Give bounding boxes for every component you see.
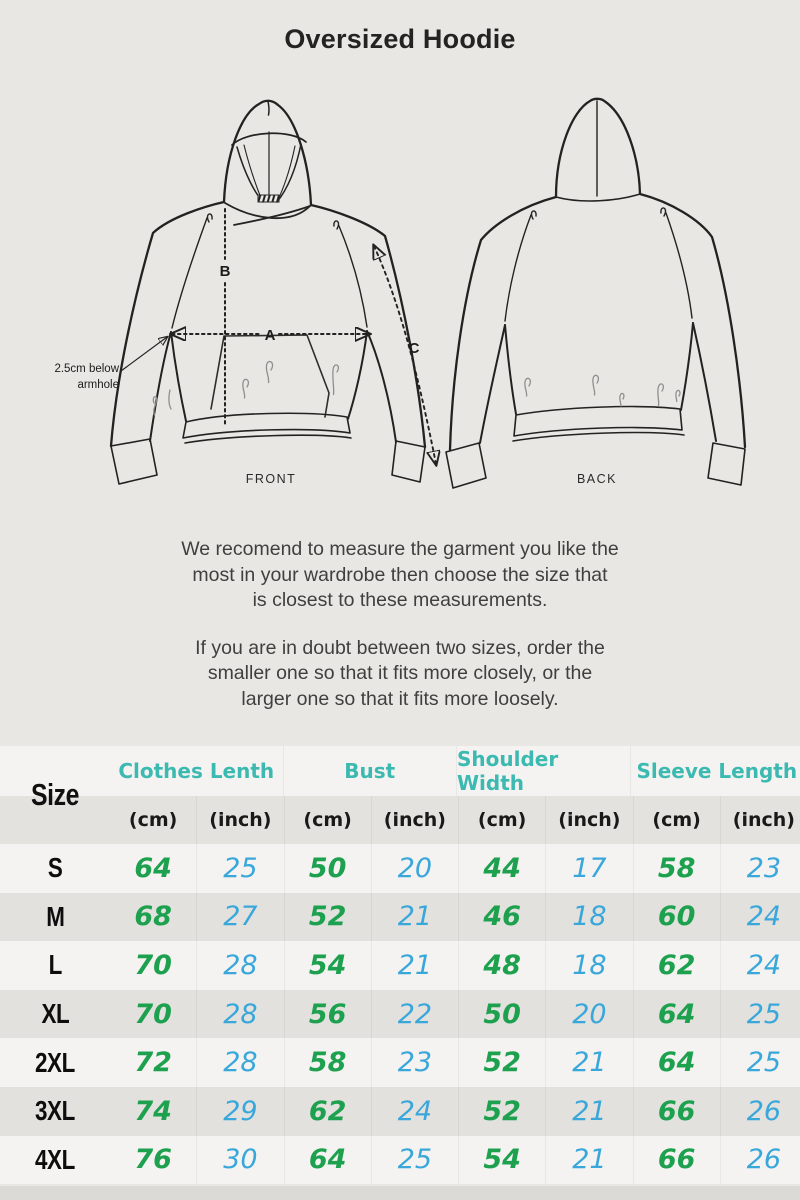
size-value-cell: 22 — [372, 990, 459, 1039]
group-header-sleeve-length: Sleeve Length — [636, 759, 798, 783]
size-label: S — [47, 852, 63, 884]
table-row-2xl — [0, 1038, 800, 1087]
size-value-cell: 54 — [459, 1136, 546, 1185]
size-value-cell: 24 — [746, 949, 782, 981]
unit-header-row — [0, 796, 800, 844]
note-line: most in your wardrobe then choose the size that — [192, 563, 608, 586]
size-value-cell: 30 — [197, 1136, 284, 1185]
size-label: L — [48, 949, 62, 981]
size-value-cell: 50 — [285, 844, 372, 893]
size-value-cell: 54 — [285, 941, 372, 990]
size-value-cell: 70 — [110, 990, 197, 1039]
size-value-cell: 52 — [285, 893, 372, 942]
size-value-cell: 24 — [746, 901, 782, 933]
measure-label-b: B — [219, 263, 231, 280]
size-value-cell: 25 — [746, 1047, 782, 1079]
unit-header: (cm) — [459, 796, 546, 844]
size-value-cell: 62 — [285, 1087, 372, 1136]
size-value-cell: 52 — [459, 1087, 546, 1136]
size-value-cell: 18 — [546, 941, 633, 990]
size-value-cell: 62 — [634, 941, 721, 990]
size-value-cell: 28 — [197, 990, 284, 1039]
size-value-cell: 25 — [746, 998, 782, 1030]
measure-line-c — [374, 246, 436, 464]
size-value-cell: 48 — [459, 941, 546, 990]
size-value-cell: 64 — [110, 844, 197, 893]
armhole-note-line1: 2.5cm below — [54, 363, 119, 375]
armhole-note-line2: armhole — [77, 379, 119, 391]
size-value-cell: 64 — [634, 1038, 721, 1087]
size-value-cell: 44 — [459, 844, 546, 893]
table-row-s — [0, 844, 800, 893]
size-value-cell: 26 — [746, 1095, 782, 1127]
unit-header: (inch) — [546, 796, 633, 844]
unit-header: (cm) — [634, 796, 721, 844]
size-value-cell: 56 — [285, 990, 372, 1039]
note-line: smaller one so that it fits more closely, or the — [207, 662, 593, 684]
armhole-leader-line — [121, 337, 167, 371]
size-value-cell: 29 — [197, 1087, 284, 1136]
size-value-cell: 21 — [372, 893, 459, 942]
size-value-cell: 50 — [459, 990, 546, 1039]
size-value-cell: 68 — [110, 893, 197, 942]
note-paragraph-2 — [0, 636, 800, 713]
size-value-cell: 21 — [372, 941, 459, 990]
table-row-3xl — [0, 1087, 800, 1136]
group-header-row — [0, 746, 800, 796]
size-value-cell: 74 — [110, 1087, 197, 1136]
front-view-caption: FRONT — [245, 472, 297, 486]
note-paragraph-1 — [0, 537, 800, 614]
bottom-divider — [0, 1186, 800, 1200]
table-row-l — [0, 941, 800, 990]
size-label: 4XL — [35, 1143, 75, 1175]
size-value-cell: 23 — [746, 852, 782, 884]
size-label: 3XL — [35, 1095, 75, 1127]
sizing-notes — [0, 537, 800, 712]
note-line: larger one so that it fits more loosely. — [241, 687, 559, 710]
size-value-cell: 60 — [634, 893, 721, 942]
unit-header: (inch) — [732, 809, 795, 831]
size-value-cell: 25 — [372, 1136, 459, 1185]
front-hoodie-drawing — [111, 101, 425, 484]
group-header-bust: Bust — [284, 746, 458, 796]
table-row-4xl — [0, 1136, 800, 1185]
size-value-cell: 27 — [197, 893, 284, 942]
size-value-cell: 58 — [285, 1038, 372, 1087]
unit-header: (cm) — [285, 796, 372, 844]
size-value-cell: 18 — [546, 893, 633, 942]
unit-header: (inch) — [372, 796, 459, 844]
size-table — [0, 746, 800, 1184]
size-value-cell: 70 — [110, 941, 197, 990]
size-value-cell: 66 — [634, 1087, 721, 1136]
size-label: 2XL — [35, 1046, 75, 1078]
size-value-cell: 20 — [546, 990, 633, 1039]
group-header-clothes-length: Clothes Lenth — [110, 746, 284, 796]
size-value-cell: 17 — [546, 844, 633, 893]
size-value-cell: 25 — [197, 844, 284, 893]
size-column-header: Size — [30, 777, 80, 812]
size-value-cell: 23 — [372, 1038, 459, 1087]
size-value-cell: 52 — [459, 1038, 546, 1087]
table-row-xl — [0, 990, 800, 1039]
size-value-cell: 76 — [110, 1136, 197, 1185]
measure-label-c: C — [408, 340, 420, 357]
unit-header: (inch) — [197, 796, 284, 844]
note-line: is closest to these measurements. — [252, 589, 548, 611]
size-value-cell: 26 — [746, 1144, 782, 1176]
hoodie-measurement-diagram — [0, 85, 800, 510]
size-value-cell: 21 — [546, 1038, 633, 1087]
measure-label-a: A — [264, 327, 276, 344]
unit-header: (cm) — [110, 796, 197, 844]
size-value-cell: 28 — [197, 941, 284, 990]
page-title: Oversized Hoodie — [284, 24, 516, 54]
size-value-cell: 72 — [110, 1038, 197, 1087]
size-value-cell: 64 — [634, 990, 721, 1039]
size-value-cell: 64 — [285, 1136, 372, 1185]
size-label: M — [45, 900, 65, 932]
size-value-cell: 21 — [546, 1136, 633, 1185]
size-value-cell: 24 — [372, 1087, 459, 1136]
size-value-cell: 46 — [459, 893, 546, 942]
group-header-shoulder-width: Shoulder Width — [457, 746, 631, 796]
back-hoodie-drawing — [446, 99, 745, 488]
back-view-caption: BACK — [576, 472, 618, 486]
size-value-cell: 58 — [634, 844, 721, 893]
note-line: If you are in doubt between two sizes, order the — [195, 636, 605, 659]
size-value-cell: 21 — [546, 1087, 633, 1136]
size-value-cell: 20 — [372, 844, 459, 893]
size-value-cell: 66 — [634, 1136, 721, 1185]
table-row-m — [0, 893, 800, 942]
note-line: We recomend to measure the garment you like the — [181, 538, 619, 560]
size-label: XL — [41, 998, 69, 1030]
size-value-cell: 28 — [197, 1038, 284, 1087]
